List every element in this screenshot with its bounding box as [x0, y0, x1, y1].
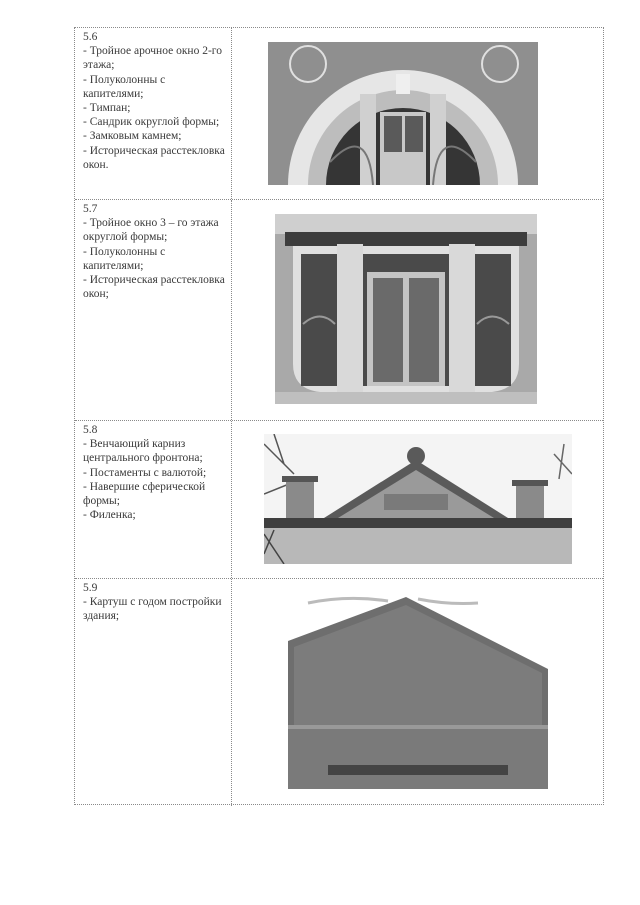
- list-item: - Венчающий карниз центрального фронтона;: [83, 438, 203, 465]
- photo-cell: [232, 200, 603, 420]
- table-row: [75, 28, 603, 200]
- list-item: - Замковым камнем;: [83, 130, 182, 143]
- table-row: [75, 421, 603, 579]
- cartouche-photo: [288, 595, 548, 789]
- list-item: - Филенка;: [83, 509, 136, 522]
- list-item: - Полуколонны с капителями;: [83, 245, 166, 272]
- list-item: - Картуш с годом постройки здания;: [83, 596, 222, 623]
- item-number: 5.6: [83, 31, 98, 43]
- arched-window-photo: [268, 42, 538, 185]
- photo-cell: [232, 579, 603, 806]
- description-cell: [75, 579, 232, 806]
- list-item: - Полуколонны с капителями;: [83, 73, 166, 100]
- list-item: - Историческая расстекловка окон;: [83, 274, 225, 301]
- table-row: [75, 200, 603, 421]
- list-item: - Тройное окно 3 – го этажа округлой формы;: [83, 217, 219, 244]
- list-item: - Постаменты с валютой;: [83, 466, 207, 479]
- list-item: - Сандрик округлой формы;: [83, 116, 220, 129]
- item-number: 5.9: [83, 582, 98, 594]
- item-number: 5.8: [83, 424, 98, 436]
- pediment-photo: [264, 434, 572, 564]
- list-item: - Навершие сферической формы;: [83, 480, 206, 508]
- table-row: [75, 579, 603, 806]
- elements-table: [74, 27, 604, 805]
- description-cell: [75, 28, 232, 199]
- round-window-photo: [275, 214, 537, 404]
- photo-cell: [232, 421, 603, 578]
- description-cell: [75, 421, 232, 578]
- description-cell: [75, 200, 232, 420]
- list-item: - Тройное арочное окно 2-го этажа;: [83, 45, 222, 72]
- photo-cell: [232, 28, 603, 199]
- list-item: - Тимпан;: [83, 102, 131, 115]
- list-item: - Историческая расстекловка окон.: [83, 144, 225, 171]
- item-number: 5.7: [83, 203, 98, 215]
